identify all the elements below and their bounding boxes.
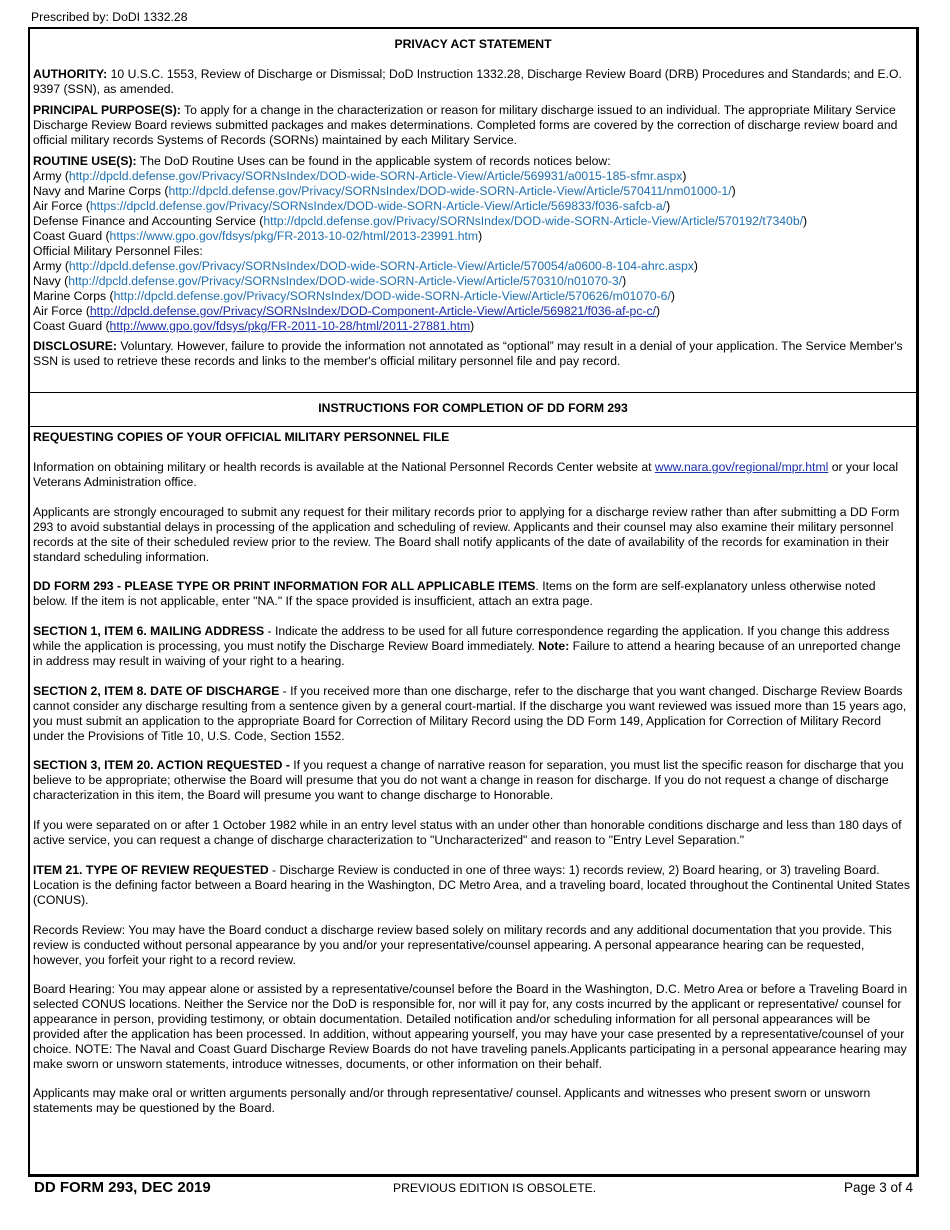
section1-paragraph (33, 624, 910, 669)
omp-link-army[interactable]: http://dpcld.defense.gov/Privacy/SORNsIndex/DOD-wide-SORN-Article-View/Article/570054/a0600-8-104-ahrc.aspx (68, 259, 694, 273)
records-info-paragraph (33, 460, 910, 490)
omp-files-label: Official Military Personnel Files: (33, 244, 203, 258)
routine-link-row: Defense Finance and Accounting Service (http://dpcld.defense.gov/Privacy/SORNsIndex/DOD-wide-SORN-Article-View/Article/570192/t7340b/) (33, 214, 808, 228)
omp-link-air-force[interactable]: http://dpcld.defense.gov/Privacy/SORNsIndex/DOD-Component-Article-View/Article/569821/f036-af-pc-c/ (89, 304, 656, 318)
omp-link-row: Navy (http://dpcld.defense.gov/Privacy/SORNsIndex/DOD-wide-SORN-Article-View/Article/570310/n01070-3/) (33, 274, 627, 288)
routine-link-row: Army (http://dpcld.defense.gov/Privacy/SORNsIndex/DOD-wide-SORN-Article-View/Article/569931/a0015-185-sfmr.aspx) (33, 169, 687, 183)
omp-link-row: Air Force (http://dpcld.defense.gov/Privacy/SORNsIndex/DOD-Component-Article-View/Article/569821/f036-af-pc-c/) (33, 304, 661, 318)
dd-form-label: DD FORM 293 - PLEASE TYPE OR PRINT INFORMATION FOR ALL APPLICABLE ITEMS (33, 579, 536, 593)
section1-note-label: Note: (538, 639, 570, 653)
sorn-link-navy-marine[interactable]: http://dpcld.defense.gov/Privacy/SORNsIndex/DOD-wide-SORN-Article-View/Article/570411/nm01000-1/ (168, 184, 732, 198)
nara-link[interactable]: www.nara.gov/regional/mpr.html (654, 460, 829, 474)
form-id: DD FORM 293, DEC 2019 (34, 1179, 211, 1196)
instructions-subtitle: REQUESTING COPIES OF YOUR OFFICIAL MILITARY PERSONNEL FILE (33, 430, 450, 444)
disclosure-paragraph (33, 339, 910, 369)
board-hearing-paragraph: Board Hearing: You may appear alone or assisted by a representative/counsel before the Board in the Washington, D.C. Metro Area or before a Traveling Board in selected CONUS locations. Neither the Service nor the DoD is responsible for, nor will it pay for, any costs incurred by the applicant or representative/ counsel for appearance in person, providing testimony, or obtain documentation. Detailed notification and/or scheduling information for all personal appearances will be provided after the application has been processed. In addition, without appearing yourself, you may have your case presented by a representative/counsel of your choice. NOTE: The Naval and Coast Guard Discharge Review Boards do not have traveling panels.Applicants participating in a personal appearance hearing may make sworn or unsworn statements, introduce witnesses, documents, or other information on their behalf. (33, 982, 908, 1071)
authority-text: 10 U.S.C. 1553, Review of Discharge or Dismissal; DoD Instruction 1332.28, Discharge Review Board (DRB) Procedures and Standards; and E.O. 9397 (SSN), as amended. (33, 67, 902, 96)
routine-link-row: Coast Guard (https://www.gpo.gov/fdsys/pkg/FR-2013-10-02/html/2013-23991.htm) (33, 229, 483, 243)
section1-text: - Indicate the address to be used for all future correspondence regarding the application. If you change this address while the application is processing, you must notify the Discharge Review Board immediately. (33, 624, 890, 653)
purpose-text: To apply for a change in the characterization or reason for military discharge issued to an individual. The appropriate Military Service Discharge Review Board reviews submitted packages and makes determinations. Completed forms are covered by the correction of discharge review board and official military records Systems of Records (SORNs) maintained by each Military Service. (33, 103, 898, 147)
oral-arguments-paragraph: Applicants may make oral or written arguments personally and/or through representative/ counsel. Applicants and witnesses who present sworn or unsworn statements may be questioned by the Board. (33, 1086, 871, 1115)
section3-label: SECTION 3, ITEM 20. ACTION REQUESTED - (33, 758, 290, 772)
omp-link-row: Coast Guard (http://www.gpo.gov/fdsys/pkg/FR-2011-10-28/html/2011-27881.htm) (33, 319, 475, 333)
disclosure-text: Voluntary. However, failure to provide the information not annotated as “optional” may result in a denial of your application. The Service Member's SSN is used to retrieve these records and links to the member's official military personnel file and pay record. (33, 339, 903, 368)
purpose-label: PRINCIPAL PURPOSE(S): (33, 103, 181, 117)
section1-note-text: Failure to attend a hearing because of an unreported change in address may result in waiving of your right to a hearing. (33, 639, 901, 668)
routine-link-row: Navy and Marine Corps (http://dpcld.defense.gov/Privacy/SORNsIndex/DOD-wide-SORN-Article-View/Article/570411/nm01000-1/) (33, 184, 736, 198)
dd-form-paragraph (33, 579, 910, 609)
omp-link-row: Marine Corps (http://dpcld.defense.gov/Privacy/SORNsIndex/DOD-wide-SORN-Article-View/Article/570626/m01070-6/) (33, 289, 675, 303)
obsolete-notice: PREVIOUS EDITION IS OBSOLETE. (393, 1181, 597, 1195)
entry-level-paragraph: If you were separated on or after 1 October 1982 while in an entry level status with an under other than honorable conditions discharge and less than 180 days of active service, you can request a change of discharge characterization to "Uncharacterized" and reason to "Entry Level Separation." (33, 818, 902, 847)
section3-paragraph (33, 758, 910, 803)
routine-link-row: Air Force (https://dpcld.defense.gov/Privacy/SORNsIndex/DOD-wide-SORN-Article-View/Article/569833/f036-safcb-a/) (33, 199, 671, 213)
page-footer (0, 1180, 950, 1198)
info-text-end: or your local Veterans Administration office. (33, 460, 899, 489)
section2-text: - If you received more than one discharge, refer to the discharge that you want changed. Discharge Review Boards cannot consider any discharge resulting from a sentence given by a general court-martial. If the discharge you want reviewed was issued more than 15 years ago, you must submit an application to the appropriate Board for Correction of Military Record using the DD Form 149, Application for Correction of Military Record under the Provisions of Title 10, U.S. Code, Section 1552. (33, 684, 907, 743)
sorn-link-army[interactable]: http://dpcld.defense.gov/Privacy/SORNsIndex/DOD-wide-SORN-Article-View/Article/569931/a0015-185-sfmr.aspx (68, 169, 683, 183)
item21-paragraph (33, 863, 910, 908)
item21-text: - Discharge Review is conducted in one of three ways: 1) records review, 2) Board hearing, or 3) traveling Board. Location is the defining factor between a Board hearing in the Washington, DC Metro Area, and a traveling board, located throughout the Continental United States (CONUS). (33, 863, 910, 907)
section2-label: SECTION 2, ITEM 8. DATE OF DISCHARGE (33, 684, 280, 698)
routine-uses-paragraph (33, 154, 910, 334)
records-review-paragraph: Records Review: You may have the Board conduct a discharge review based solely on military records and any additional documentation that you provide. This review is conducted without personal appearance by you and/or your representative/counsel appearing. A personal appearance hearing can be requested, however, you forfeit your right to a record review. (33, 923, 892, 967)
principal-purpose-paragraph (33, 103, 910, 148)
omp-link-marine-corps[interactable]: http://dpcld.defense.gov/Privacy/SORNsIndex/DOD-wide-SORN-Article-View/Article/570626/m01070-6/ (113, 289, 671, 303)
omp-link-navy[interactable]: http://dpcld.defense.gov/Privacy/SORNsIndex/DOD-wide-SORN-Article-View/Article/570310/n01070-3/ (68, 274, 623, 288)
page-number: Page 3 of 4 (843, 1180, 913, 1195)
applicants-paragraph: Applicants are strongly encouraged to submit any request for their military records prior to applying for a discharge review rather than after submitting a DD Form 293 to avoid substantial delays in processing of the application and scheduling of review. Applicants and their counsel may also examine their military personnel records at the site of their scheduled review prior to the review. The Board shall notify applicants of the date of availability of the records for examination in their standard scheduling information. (33, 505, 900, 564)
dd-form-text: . Items on the form are self-explanatory unless otherwise noted below. If the item is not applicable, enter "NA." If the space provided is insufficient, attach an extra page. (33, 579, 876, 608)
section1-label: SECTION 1, ITEM 6. MAILING ADDRESS (33, 624, 265, 638)
item21-label: ITEM 21. TYPE OF REVIEW REQUESTED (33, 863, 269, 877)
section-divider (30, 392, 916, 393)
section2-paragraph (33, 684, 910, 744)
routine-text: The DoD Routine Uses can be found in the applicable system of records notices below: (136, 154, 611, 168)
sorn-link-coast-guard[interactable]: https://www.gpo.gov/fdsys/pkg/FR-2013-10-02/html/2013-23991.htm (109, 229, 479, 243)
prescribed-by: Prescribed by: DoDI 1332.28 (31, 10, 188, 24)
instructions-title: INSTRUCTIONS FOR COMPLETION OF DD FORM 293 (318, 401, 628, 415)
privacy-act-title: PRIVACY ACT STATEMENT (394, 37, 552, 51)
section-divider (30, 426, 916, 427)
sorn-link-dfas[interactable]: http://dpcld.defense.gov/Privacy/SORNsIndex/DOD-wide-SORN-Article-View/Article/570192/t7340b/ (263, 214, 803, 228)
sorn-link-air-force[interactable]: https://dpcld.defense.gov/Privacy/SORNsIndex/DOD-wide-SORN-Article-View/Article/569833/f036-safcb-a/ (89, 199, 667, 213)
authority-paragraph (33, 67, 910, 97)
disclosure-label: DISCLOSURE: (33, 339, 117, 353)
section3-text: If you request a change of narrative reason for separation, you must list the specific reason for discharge that you believe to be appropriate; otherwise the Board will presume that you do not want a change in reason for discharge. If you do not request a change of discharge characterization in this item, the Board will presume you want to change discharge to Honorable. (33, 758, 904, 802)
authority-label: AUTHORITY: (33, 67, 108, 81)
form-frame (28, 27, 919, 1177)
omp-link-row: Army (http://dpcld.defense.gov/Privacy/SORNsIndex/DOD-wide-SORN-Article-View/Article/570054/a0600-8-104-ahrc.aspx) (33, 259, 698, 273)
omp-link-coast-guard[interactable]: http://www.gpo.gov/fdsys/pkg/FR-2011-10-28/html/2011-27881.htm (109, 319, 471, 333)
info-text: Information on obtaining military or health records is available at the National Personnel Records Center website at (33, 460, 655, 474)
routine-label: ROUTINE USE(S): (33, 154, 137, 168)
